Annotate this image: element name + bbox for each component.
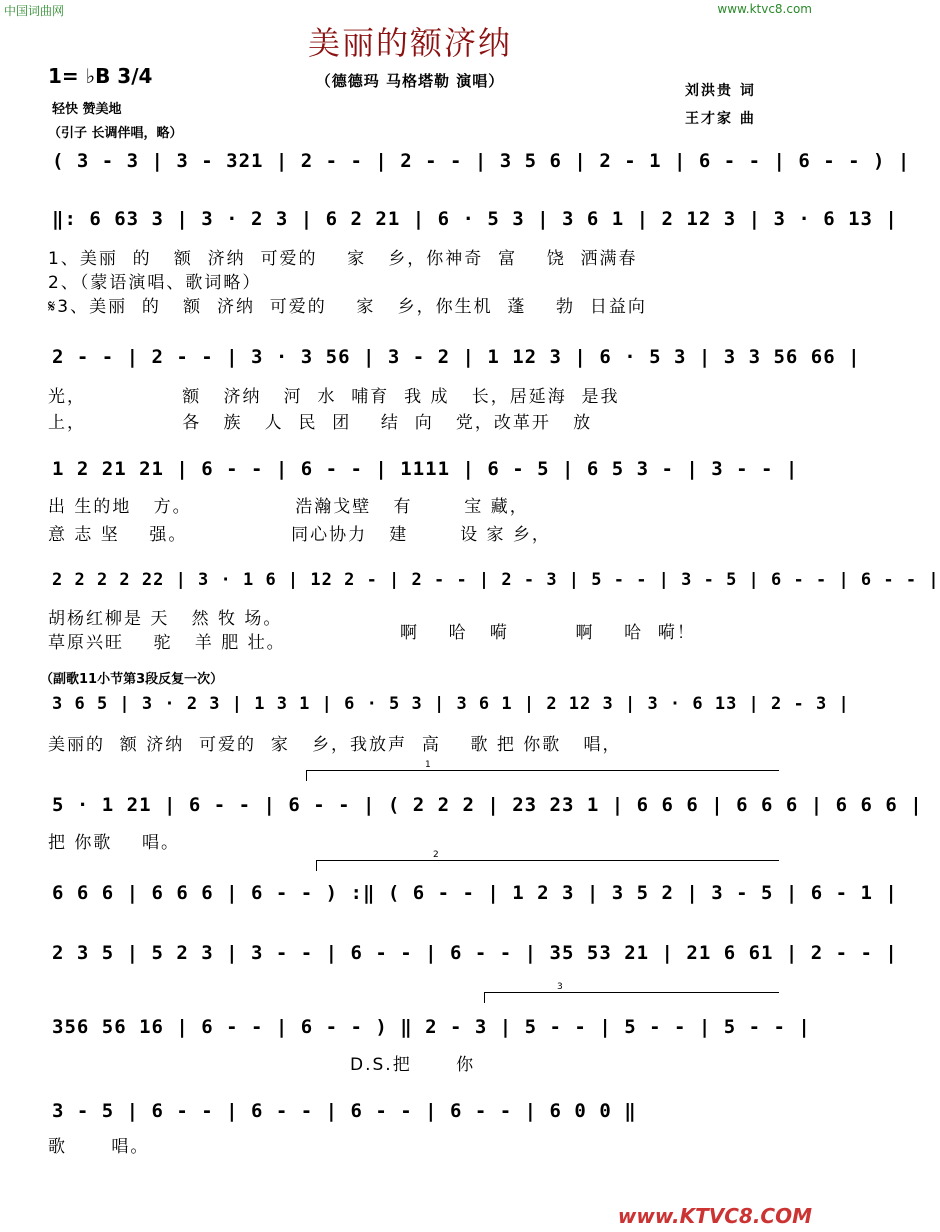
site-url-right: www.ktvc8.com bbox=[717, 2, 812, 16]
lyric-line-11: 歌 唱。 bbox=[48, 1137, 150, 1157]
lyric-line-10: D.S.把 你 bbox=[350, 1055, 476, 1075]
volta-bracket-3 bbox=[484, 982, 779, 1003]
score-line-9: 2 3 5 | 5 2 3 | 3 - - | 6 - - | 6 - - | 35 53 21 | 21 6 61 | 2 - - | bbox=[52, 942, 898, 964]
score-line-1: ( 3 - 3 | 3 - 321 | 2 - - | 2 - - | 3 5 6 | 2 - 1 | 6 - - | 6 - - ) | bbox=[52, 150, 911, 172]
key-signature: 1= ♭B 3/4 bbox=[48, 64, 153, 88]
volta-number-2: 2 bbox=[433, 850, 439, 860]
lyricist-credit: 刘洪贵 词 bbox=[685, 83, 756, 99]
intro-note: （引子 长调伴唱，略） bbox=[48, 126, 183, 141]
score-line-7: 5 · 1 21 | 6 - - | 6 - - | ( 2 2 2 | 23 23 1 | 6 6 6 | 6 6 6 | 6 6 6 | bbox=[52, 794, 923, 816]
score-line-3: 2 - - | 2 - - | 3 · 3 56 | 3 - 2 | 1 12 3 | 6 · 5 3 | 3 3 56 66 | bbox=[52, 346, 861, 368]
lyric-line-3b: 上， 各 族 人 民 团 结 向 党，改革开 放 bbox=[48, 413, 593, 433]
tempo-marking: 轻快 赞美地 bbox=[52, 102, 122, 117]
song-title: 美丽的额济纳 bbox=[307, 24, 512, 62]
lyric-line-6: 美丽的 额 济纳 可爱的 家 乡，我放声 高 歌 把 你歌 唱， bbox=[48, 735, 622, 755]
volta-number-3: 3 bbox=[557, 982, 563, 992]
composer-credit: 王才家 曲 bbox=[685, 111, 756, 127]
score-line-2: ‖: 6 63 3 | 3 · 2 3 | 6 2 21 | 6 · 5 3 | 3 6 1 | 2 12 3 | 3 · 6 13 | bbox=[52, 208, 898, 230]
lyric-line-2-verse2: 2、（蒙语演唱、歌词略） bbox=[48, 273, 262, 293]
score-line-8: 6 6 6 | 6 6 6 | 6 - - ) :‖ ( 6 - - | 1 2 3 | 3 5 2 | 3 - 5 | 6 - 1 | bbox=[52, 882, 898, 904]
lyric-line-4b: 意 志 坚 强。 同心协力 建 设 家 乡， bbox=[48, 525, 551, 545]
repeat-instruction: （副歌11小节第3段反复一次） bbox=[40, 672, 224, 687]
volta-bracket-1 bbox=[306, 760, 779, 781]
lyric-line-7: 把 你歌 唱。 bbox=[48, 833, 181, 853]
score-line-10: 356 56 16 | 6 - - | 6 - - ) ‖ 2 - 3 | 5 - - | 5 - - | 5 - - | bbox=[52, 1016, 811, 1038]
footer-site-logo: www.KTVC8.COM bbox=[617, 1204, 812, 1228]
site-name-left: 中国词曲网 bbox=[4, 4, 65, 18]
score-line-4: 1 2 21 21 | 6 - - | 6 - - | 1111 | 6 - 5 | 6 5 3 - | 3 - - | bbox=[52, 458, 799, 480]
lyric-line-5b: 草原兴旺 驼 羊 肥 壮。 bbox=[48, 633, 286, 653]
volta-number-1: 1 bbox=[425, 760, 431, 770]
lyric-line-2-verse1: 1、美丽 的 额 济纳 可爱的 家 乡，你神奇 富 饶 洒满春 bbox=[48, 249, 638, 269]
lyric-line-3a: 光， 额 济纳 河 水 哺育 我 成 长，居延海 是我 bbox=[48, 387, 620, 407]
score-line-5: 2 2 2 2 22 | 3 · 1 6 | 12 2 - | 2 - - | 2 - 3 | 5 - - | 3 - 5 | 6 - - | 6 - - | bbox=[52, 570, 940, 590]
lyric-line-2-verse3: 𝄋3、美丽 的 额 济纳 可爱的 家 乡，你生机 蓬 勃 日益向 bbox=[48, 297, 647, 317]
lyric-line-5a: 胡杨红柳是 天 然 牧 场。 bbox=[48, 609, 283, 629]
lyric-line-4a: 出 生的地 方。 浩瀚戈壁 有 宝 藏， bbox=[48, 497, 529, 517]
score-line-6: 3 6 5 | 3 · 2 3 | 1 3 1 | 6 · 5 3 | 3 6 1 | 2 12 3 | 3 · 6 13 | 2 - 3 | bbox=[52, 694, 850, 714]
score-line-11: 3 - 5 | 6 - - | 6 - - | 6 - - | 6 - - | 6 0 0 ‖ bbox=[52, 1100, 637, 1122]
performer-subtitle: （德德玛 马格塔勒 演唱） bbox=[315, 72, 505, 90]
lyric-line-5c: 啊 哈 嗬 啊 哈 嗬！ bbox=[400, 623, 696, 643]
volta-bracket-2 bbox=[316, 850, 779, 871]
